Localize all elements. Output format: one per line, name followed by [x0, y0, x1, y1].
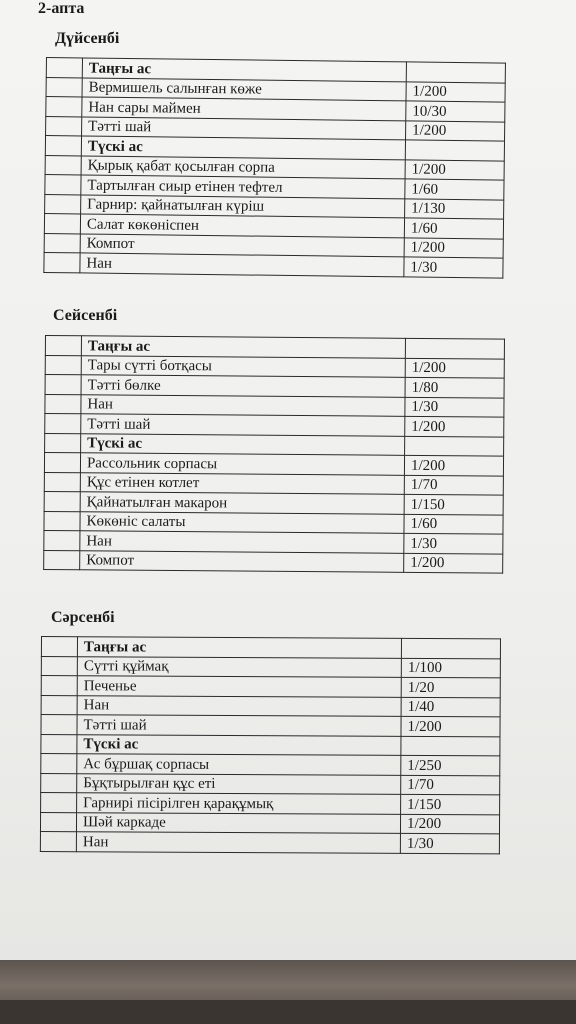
meal-name-cell: Түскі ас [81, 433, 405, 455]
row-marker-cell [44, 453, 80, 473]
portion-cell: 1/20 [401, 677, 500, 697]
row-marker-cell [41, 695, 77, 715]
row-marker-cell [44, 233, 80, 253]
portion-cell: 1/40 [401, 697, 500, 717]
dish-name-cell: Тары сүтті ботқасы [81, 355, 405, 377]
dish-name-cell: Гарнир: қайнатылған күріш [81, 194, 405, 217]
dish-name-cell: Көкөніс салаты [80, 511, 404, 533]
row-marker-cell [45, 155, 81, 175]
row-marker-cell [41, 793, 77, 813]
table-row [40, 831, 499, 853]
portion-cell: 1/60 [404, 218, 503, 239]
dish-name-cell: Қайнатылған макарон [80, 492, 404, 514]
dish-name-cell: Ас бұршақ сорпасы [77, 754, 401, 775]
row-marker-cell [46, 116, 82, 136]
row-marker-cell [41, 676, 77, 696]
row-marker-cell [44, 213, 80, 233]
dish-name-cell: Нан сары маймен [82, 97, 406, 120]
portion-cell: 10/30 [406, 101, 505, 122]
portion-cell: 1/200 [404, 455, 503, 475]
dish-name-cell: Сүтті құймақ [77, 656, 401, 677]
meal-header-row [41, 637, 500, 659]
row-marker-cell [45, 174, 81, 194]
row-marker-cell [44, 472, 80, 492]
row-marker-cell [41, 734, 77, 754]
portion-cell: 1/30 [404, 533, 503, 553]
row-marker-cell [41, 754, 77, 774]
table-row [41, 656, 500, 678]
portion-cell: 1/200 [400, 814, 499, 834]
portion-cell: 1/250 [401, 755, 500, 775]
dish-name-cell: Құс етінен котлет [80, 472, 404, 494]
portion-cell [406, 62, 505, 83]
row-marker-cell [44, 511, 80, 531]
portion-cell [405, 436, 504, 456]
portion-cell: 1/200 [406, 81, 505, 102]
meal-name-cell: Түскі ас [81, 136, 405, 159]
dish-name-cell: Тартылған сиыр етінен тефтел [81, 175, 405, 198]
meal-name-cell: Таңғы ас [77, 637, 401, 658]
row-marker-cell [45, 433, 81, 453]
portion-cell [401, 736, 500, 756]
dish-name-cell: Нан [81, 394, 405, 416]
row-marker-cell [45, 194, 81, 214]
meal-name-cell: Түскі ас [77, 734, 401, 755]
row-marker-cell [45, 336, 81, 356]
row-marker-cell [45, 355, 81, 375]
menu-table-wednesday [40, 636, 501, 854]
portion-cell: 1/200 [401, 716, 500, 736]
row-marker-cell [45, 136, 81, 156]
portion-cell: 1/30 [405, 397, 504, 417]
portion-cell: 1/70 [404, 475, 503, 495]
row-marker-cell [44, 252, 80, 272]
row-marker-cell [46, 77, 82, 97]
meal-name-cell: Таңғы ас [81, 336, 405, 358]
row-marker-cell [46, 97, 82, 117]
dish-name-cell: Тәтті бөлке [81, 375, 405, 397]
portion-cell [405, 140, 504, 161]
table-row [41, 715, 500, 737]
row-marker-cell [44, 491, 80, 511]
dish-name-cell: Печенье [77, 676, 401, 697]
portion-cell: 1/100 [401, 658, 500, 678]
portion-cell: 1/200 [406, 120, 505, 141]
table-row [41, 793, 500, 815]
portion-cell: 1/60 [404, 514, 503, 534]
row-marker-cell [45, 394, 81, 414]
dish-name-cell: Шәй каркаде [76, 812, 400, 833]
dish-name-cell: Вермишель салынған көже [82, 77, 406, 100]
row-marker-cell [41, 773, 77, 793]
row-marker-cell [44, 530, 80, 550]
week-title: 2-апта [38, 0, 85, 17]
dish-name-cell: Тәтті шай [82, 116, 406, 139]
portion-cell: 1/200 [405, 416, 504, 436]
dish-name-cell: Тәтті шай [81, 414, 405, 436]
table-row [40, 812, 499, 834]
portion-cell: 1/70 [401, 775, 500, 795]
day-title-monday: Дүйсенбі [55, 30, 120, 47]
dish-name-cell: Қырық қабат қосылған сорпа [81, 155, 405, 178]
menu-table-tuesday [43, 335, 505, 574]
row-marker-cell [45, 375, 81, 395]
table-row [41, 754, 500, 776]
dish-name-cell: Рассольник сорпасы [80, 453, 404, 475]
dish-name-cell: Нан [80, 253, 404, 276]
portion-cell [401, 638, 500, 658]
row-marker-cell [44, 550, 80, 570]
dish-name-cell: Компот [80, 550, 404, 572]
portion-cell: 1/200 [405, 358, 504, 378]
portion-cell: 1/60 [405, 179, 504, 200]
portion-cell: 1/200 [404, 237, 503, 258]
dish-name-cell: Салат көкөніспен [80, 214, 404, 237]
meal-header-row [41, 734, 500, 756]
dish-name-cell: Тәтті шай [77, 715, 401, 736]
dish-name-cell: Нан [80, 531, 404, 553]
row-marker-cell [40, 812, 76, 832]
dish-name-cell: Нан [77, 695, 401, 716]
portion-cell [405, 338, 504, 358]
day-title-tuesday: Сейсенбі [53, 307, 118, 324]
table-row [41, 676, 500, 698]
table-row [44, 550, 503, 573]
dish-name-cell: Гарнирі пісірілген қарақұмық [77, 793, 401, 814]
menu-table-monday [43, 57, 506, 278]
dish-name-cell: Бұқтырылған құс еті [77, 773, 401, 794]
day-title-wednesday: Сәрсенбі [51, 609, 115, 626]
row-marker-cell [41, 715, 77, 735]
portion-cell: 1/150 [404, 494, 503, 514]
portion-cell: 1/200 [405, 159, 504, 180]
row-marker-cell [41, 656, 77, 676]
dish-name-cell: Компот [80, 233, 404, 256]
portion-cell: 1/200 [404, 553, 503, 573]
meal-name-cell: Таңғы ас [82, 58, 406, 81]
dish-name-cell: Нан [76, 832, 400, 853]
portion-cell: 1/130 [405, 198, 504, 219]
background-edge [0, 1000, 576, 1024]
row-marker-cell [41, 637, 77, 657]
portion-cell: 1/30 [404, 257, 503, 278]
table-row [41, 773, 500, 795]
table-row [41, 695, 500, 717]
row-marker-cell [45, 414, 81, 434]
row-marker-cell [40, 831, 76, 851]
portion-cell: 1/80 [405, 377, 504, 397]
portion-cell: 1/30 [400, 833, 499, 853]
row-marker-cell [46, 58, 82, 78]
portion-cell: 1/150 [401, 794, 500, 814]
